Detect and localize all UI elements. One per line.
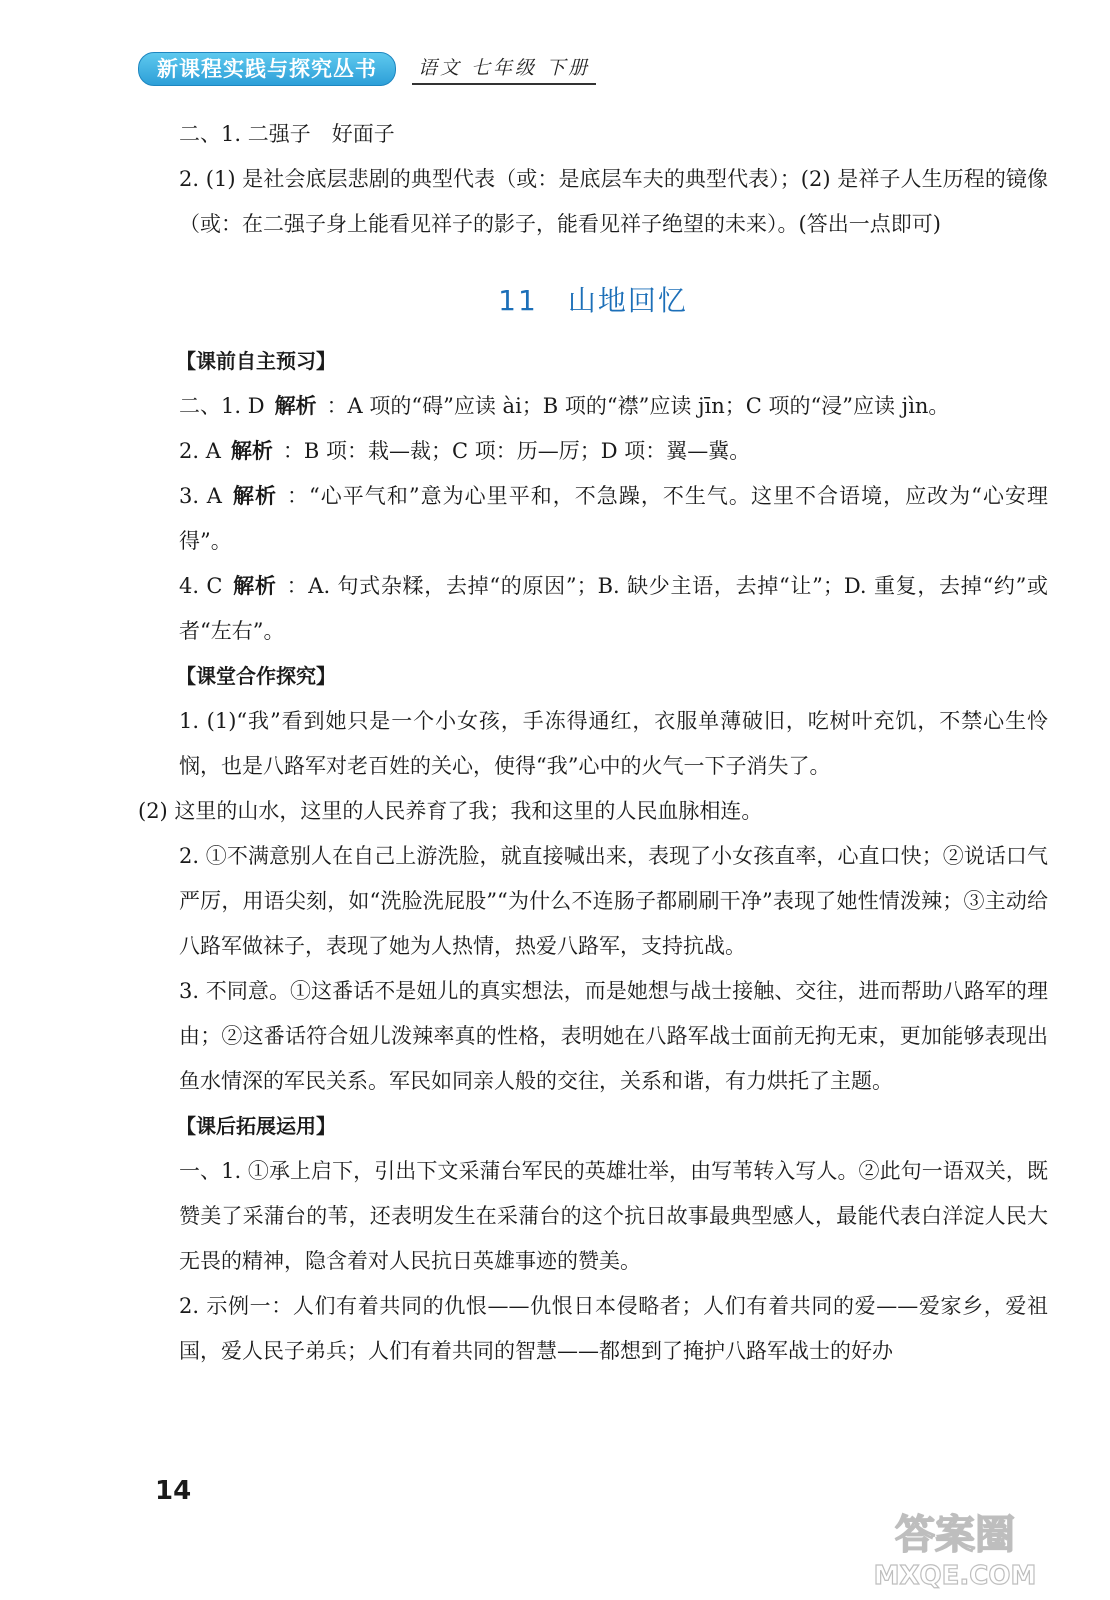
preview-answer-1	[138, 384, 1048, 429]
analysis-label: 解析	[231, 484, 277, 508]
extension-answer-1: 一、1. ①承上启下，引出下文采蒲台军民的英雄壮举，由写苇转入写人。②此句一语双关，既赞美了采蒲台的苇，还表明发生在采蒲台的这个抗日故事最典型感人，最能代表白洋淀人民大无畏的精神，隐含着对人民抗日英雄事迹的赞美。	[179, 1159, 1048, 1273]
preview-q1-body: ：A 项的“碍”应读 ài；B 项的“襟”应读 jīn；C 项的“浸”应读 jìn。	[326, 394, 950, 418]
preview-q2-prefix: 2. A	[179, 439, 221, 463]
analysis-label: 解析	[232, 574, 277, 598]
preview-q1-prefix: 二、1. D	[179, 394, 265, 418]
page-number: 14	[155, 1476, 192, 1506]
preview-answer-2	[138, 429, 1048, 474]
watermark-text-url: MXQE.COM	[873, 1561, 1037, 1591]
intro-answer-2: 2. (1) 是社会底层悲剧的典型代表（或：是底层车夫的典型代表）；(2) 是祥子人生历程的镜像（或：在二强子身上能看见祥子的影子，能看见祥子绝望的未来）。(答出一点即可)	[179, 167, 1048, 236]
subject-label: 语文 七年级 下册	[412, 53, 596, 85]
extension-answer-2: 2. 示例一：人们有着共同的仇恨——仇恨日本侵略者；人们有着共同的爱——爱家乡，爱祖国，爱人民子弟兵；人们有着共同的智慧——都想到了掩护八路军战士的好办	[179, 1294, 1048, 1363]
preview-answer-3	[138, 474, 1048, 564]
preview-heading: 【课前自主预习】	[176, 349, 336, 373]
page-header	[138, 52, 596, 86]
chapter-number: 11	[498, 284, 538, 317]
classroom-heading: 【课堂合作探究】	[176, 664, 336, 688]
preview-q3-prefix: 3. A	[179, 484, 222, 508]
preview-q3-body: ：“心平气和”意为心里平和，不急躁，不生气。这里不合语境，应改为“心安理得”。	[179, 484, 1048, 553]
chapter-name: 山地回忆	[567, 284, 688, 317]
extension-heading: 【课后拓展运用】	[176, 1114, 336, 1138]
preview-q4-prefix: 4. C	[179, 574, 223, 598]
preview-answer-4	[138, 564, 1048, 654]
watermark-logo	[870, 1500, 1040, 1592]
page-content	[138, 112, 1048, 1374]
analysis-label: 解析	[230, 439, 273, 463]
analysis-label: 解析	[274, 394, 317, 418]
series-badge: 新课程实践与探究丛书	[138, 52, 396, 86]
chapter-title	[138, 281, 1048, 321]
classroom-answer-1a: 1. (1)“我”看到她只是一个小女孩，手冻得通红，衣服单薄破旧，吃树叶充饥，不禁心生怜悯，也是八路军对老百姓的关心，使得“我”心中的火气一下子消失了。	[179, 709, 1048, 778]
preview-q4-body: ：A. 句式杂糅，去掉“的原因”；B. 缺少主语，去掉“让”；D. 重复，去掉“约”或者“左右”。	[179, 574, 1049, 643]
classroom-answer-2: 2. ①不满意别人在自己上游洗脸，就直接喊出来，表现了小女孩直率，心直口快；②说话口气严厉，用语尖刻，如“洗脸洗屁股”“为什么不连肠子都刷刷干净”表现了她性情泼辣；③主动给八路军做袜子，表现了她为人热情，热爱八路军，支持抗战。	[179, 844, 1048, 958]
classroom-answer-3: 3. 不同意。①这番话不是妞儿的真实想法，而是她想与战士接触、交往，进而帮助八路军的理由；②这番话符合妞儿泼辣率真的性格，表明她在八路军战士面前无拘无束，更加能够表现出鱼水情深的军民关系。军民如同亲人般的交往，关系和谐，有力烘托了主题。	[179, 979, 1048, 1093]
intro-answer-1: 二、1. 二强子 好面子	[179, 122, 395, 146]
classroom-answer-1b: (2) 这里的山水，这里的人民养育了我；我和这里的人民血脉相连。	[138, 799, 763, 823]
watermark-text-cn: 答案圈	[895, 1512, 1015, 1558]
preview-q2-body: ：B 项：栽—裁；C 项：历—厉；D 项：翼—冀。	[282, 439, 751, 463]
